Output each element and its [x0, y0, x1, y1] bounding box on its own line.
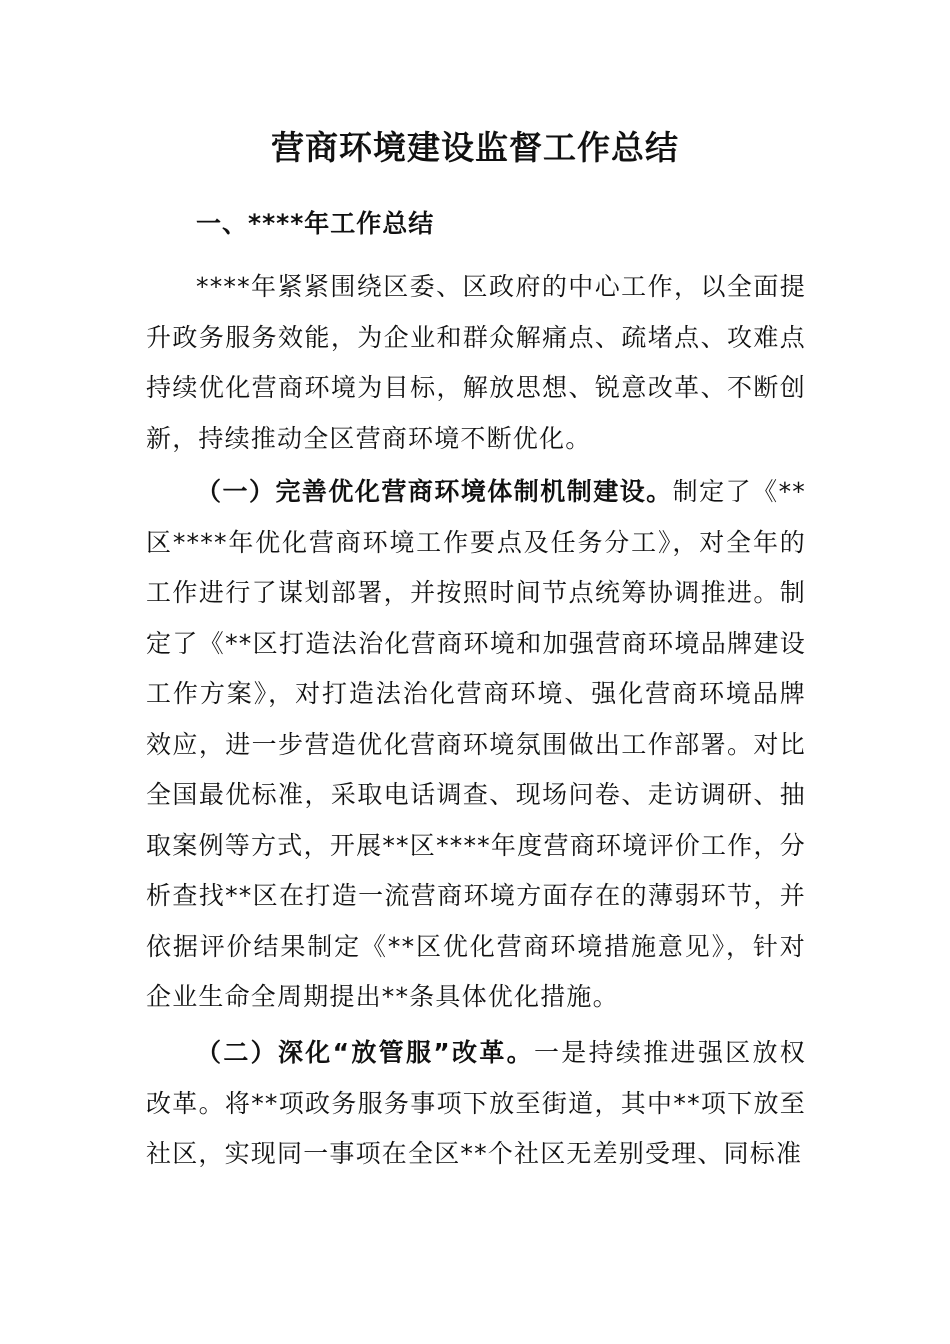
section-heading: 一、****年工作总结 — [196, 209, 435, 238]
item-2-heading: （二）深化“放管服”改革。 — [196, 1038, 534, 1067]
paragraph-item-1 — [146, 467, 806, 1023]
item-1-heading: （一）完善优化营商环境体制机制建设。 — [196, 477, 673, 506]
paragraph-item-2 — [146, 1028, 806, 1180]
document-title: 营商环境建设监督工作总结 — [271, 128, 679, 167]
item-2-body: 一是持续推进强区放权改革。将**项政务服务事项下放至街道，其中**项下放至社区，实现同一事项在全区**个社区无差别受理、同标准 — [146, 1038, 806, 1168]
paragraph-intro: ****年紧紧围绕区委、区政府的中心工作，以全面提升政务服务效能，为企业和群众解痛点、疏堵点、攻难点持续优化营商环境为目标，解放思想、锐意改革、不断创新，持续推动全区营商环境不断优化。 — [146, 272, 806, 453]
item-1-body: 制定了《**区****年优化营商环境工作要点及任务分工》，对全年的工作进行了谋划部署，并按照时间节点统筹协调推进。制定了《**区打造法治化营商环境和加强营商环境品牌建设工作方案》，对打造法治化营商环境、强化营商环境品牌效应，进一步营造优化营商环境氛围做出工作部署。对比全国最优标准，采取电话调查、现场问卷、走访调研、抽取案例等方式，开展**区****年度营商环境评价工作，分析查找**区在打造一流营商环境方面存在的薄弱环节，并依据评价结果制定《**区优化营商环境措施意见》，针对企业生命全周期提出**条具体优化措施。 — [146, 477, 806, 1011]
